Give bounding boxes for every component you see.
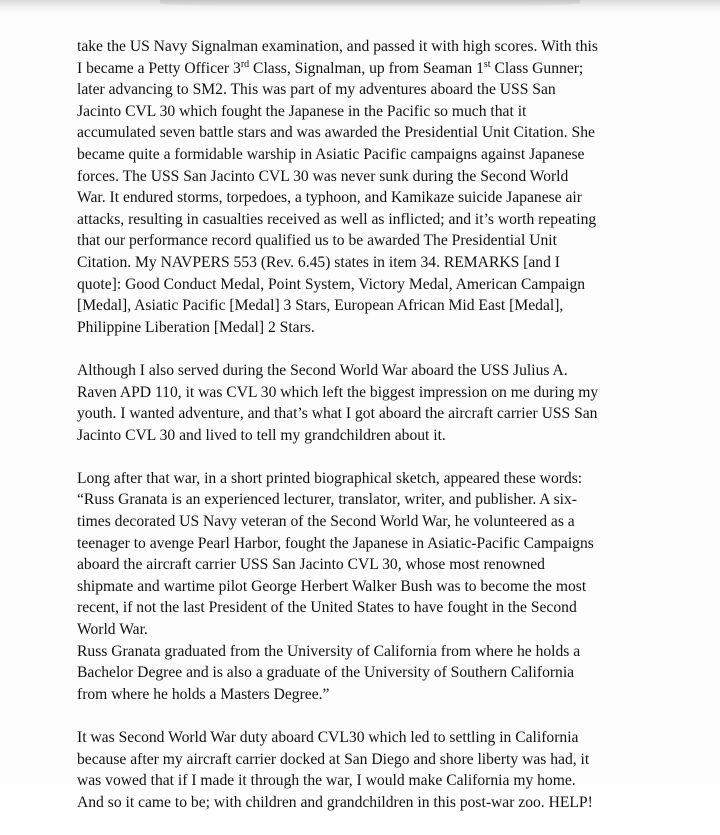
paragraph <box>77 727 692 813</box>
text-run: Citation. My NAVPERS 553 (Rev. 6.45) states in item 34. REMARKS [and I <box>77 253 560 271</box>
text-line <box>77 533 692 555</box>
text-run: teenager to avenge Pearl Harbor, fought the Japanese in Asiatic-Pacific Campaigns <box>77 534 594 552</box>
superscript-ordinal: rd <box>240 58 250 70</box>
text-run: Bachelor Degree and is also a graduate of the University of Southern California <box>77 664 575 682</box>
text-run: shipmate and wartime pilot George Herbert Walker Bush was to become the most <box>77 577 587 595</box>
text-run: World War. <box>77 621 148 639</box>
text-line <box>77 274 692 296</box>
text-line <box>77 36 692 58</box>
text-run: Long after that war, in a short printed biographical sketch, appeared these words: <box>77 469 583 487</box>
text-run: attacks, resulting in casualties received as well as inflicted; and it’s worth repeating <box>77 210 597 228</box>
text-run: I became a Petty Officer 3 <box>77 59 241 77</box>
text-line <box>77 576 692 598</box>
text-run: quote]: Good Conduct Medal, Point System, Victory Medal, American Campaign <box>77 275 586 293</box>
text-line <box>77 144 692 166</box>
text-run: Jacinto CVL 30 which fought the Japanese in the Pacific so much that it <box>77 102 527 120</box>
text-run: youth. I wanted adventure, and that’s what I got aboard the aircraft carrier USS San <box>77 405 598 423</box>
text-line <box>77 468 692 490</box>
text-line <box>77 619 692 641</box>
text-run: because after my aircraft carrier docked at San Diego and shore liberty was had, it <box>77 750 590 768</box>
text-line <box>77 749 692 771</box>
text-run: from where he holds a Masters Degree.” <box>77 685 330 703</box>
text-line <box>77 597 692 619</box>
text-line <box>77 489 692 511</box>
text-run: forces. The USS San Jacinto CVL 30 was never sunk during the Second World <box>77 167 569 185</box>
text-run: accumulated seven battle stars and was awarded the Presidential Unit Citation. She <box>77 124 595 142</box>
text-run: Russ Granata graduated from the University of California from where he holds a <box>77 642 581 660</box>
text-run: Class, Signalman, up from Seaman 1 <box>249 59 484 77</box>
text-run: take the US Navy Signalman examination, and passed it with high scores. With this <box>77 38 598 55</box>
text-run: Philippine Liberation [Medal] 2 Stars. <box>77 318 315 336</box>
text-run: “Russ Granata is an experienced lecturer, translator, writer, and publisher. A six- <box>77 491 577 509</box>
paragraph <box>77 36 692 338</box>
paragraph <box>77 360 692 446</box>
text-line <box>77 122 692 144</box>
text-line <box>77 641 692 663</box>
text-line <box>77 770 692 792</box>
text-line <box>77 511 692 533</box>
text-run: And so it came to be; with children and grandchildren in this post-war zoo. HELP! <box>77 793 593 811</box>
text-line <box>77 792 692 814</box>
text-line <box>77 58 692 80</box>
text-line <box>77 360 692 382</box>
text-line <box>77 230 692 252</box>
text-run: later advancing to SM2. This was part of my adventures aboard the USS San <box>77 81 556 99</box>
text-line <box>77 209 692 231</box>
text-line <box>77 317 692 339</box>
text-run: It was Second World War duty aboard CVL30 which led to settling in California <box>77 729 579 746</box>
text-run: recent, if not the last President of the United States to have fought in the Second <box>77 599 577 617</box>
text-run: War. It endured storms, torpedoes, a typhoon, and Kamikaze suicide Japanese air <box>77 189 582 207</box>
text-line <box>77 187 692 209</box>
text-run: Raven APD 110, it was CVL 30 which left the biggest impression on me during my <box>77 383 599 401</box>
text-run: aboard the aircraft carrier USS San Jacinto CVL 30, whose most renowned <box>77 556 545 574</box>
text-line <box>77 166 692 188</box>
text-line <box>77 554 692 576</box>
text-line <box>77 662 692 684</box>
text-run: that our performance record qualified us to be awarded The Presidential Unit <box>77 232 557 250</box>
text-line <box>77 403 692 425</box>
text-line <box>77 101 692 123</box>
text-run: times decorated US Navy veteran of the Second World War, he volunteered as a <box>77 513 575 531</box>
text-line <box>77 252 692 274</box>
text-run: became quite a formidable warship in Asiatic Pacific campaigns against Japanese <box>77 145 585 163</box>
scan-shadow-edge <box>0 0 720 14</box>
text-run: [Medal], Asiatic Pacific [Medal] 3 Stars, European African Mid East [Medal], <box>77 297 564 315</box>
paragraph <box>77 468 692 706</box>
text-line <box>77 727 692 749</box>
text-line <box>77 425 692 447</box>
text-run: Although I also served during the Second World War aboard the USS Julius A. <box>77 361 568 379</box>
text-run: Jacinto CVL 30 and lived to tell my grandchildren about it. <box>77 426 446 444</box>
text-run: Class Gunner; <box>490 59 584 77</box>
text-line <box>77 382 692 404</box>
text-line <box>77 295 692 317</box>
superscript-ordinal: st <box>483 58 491 70</box>
document-body <box>77 36 692 835</box>
text-run: was vowed that if I made it through the war, I would make California my home. <box>77 772 576 790</box>
text-line <box>77 79 692 101</box>
text-line <box>77 684 692 706</box>
